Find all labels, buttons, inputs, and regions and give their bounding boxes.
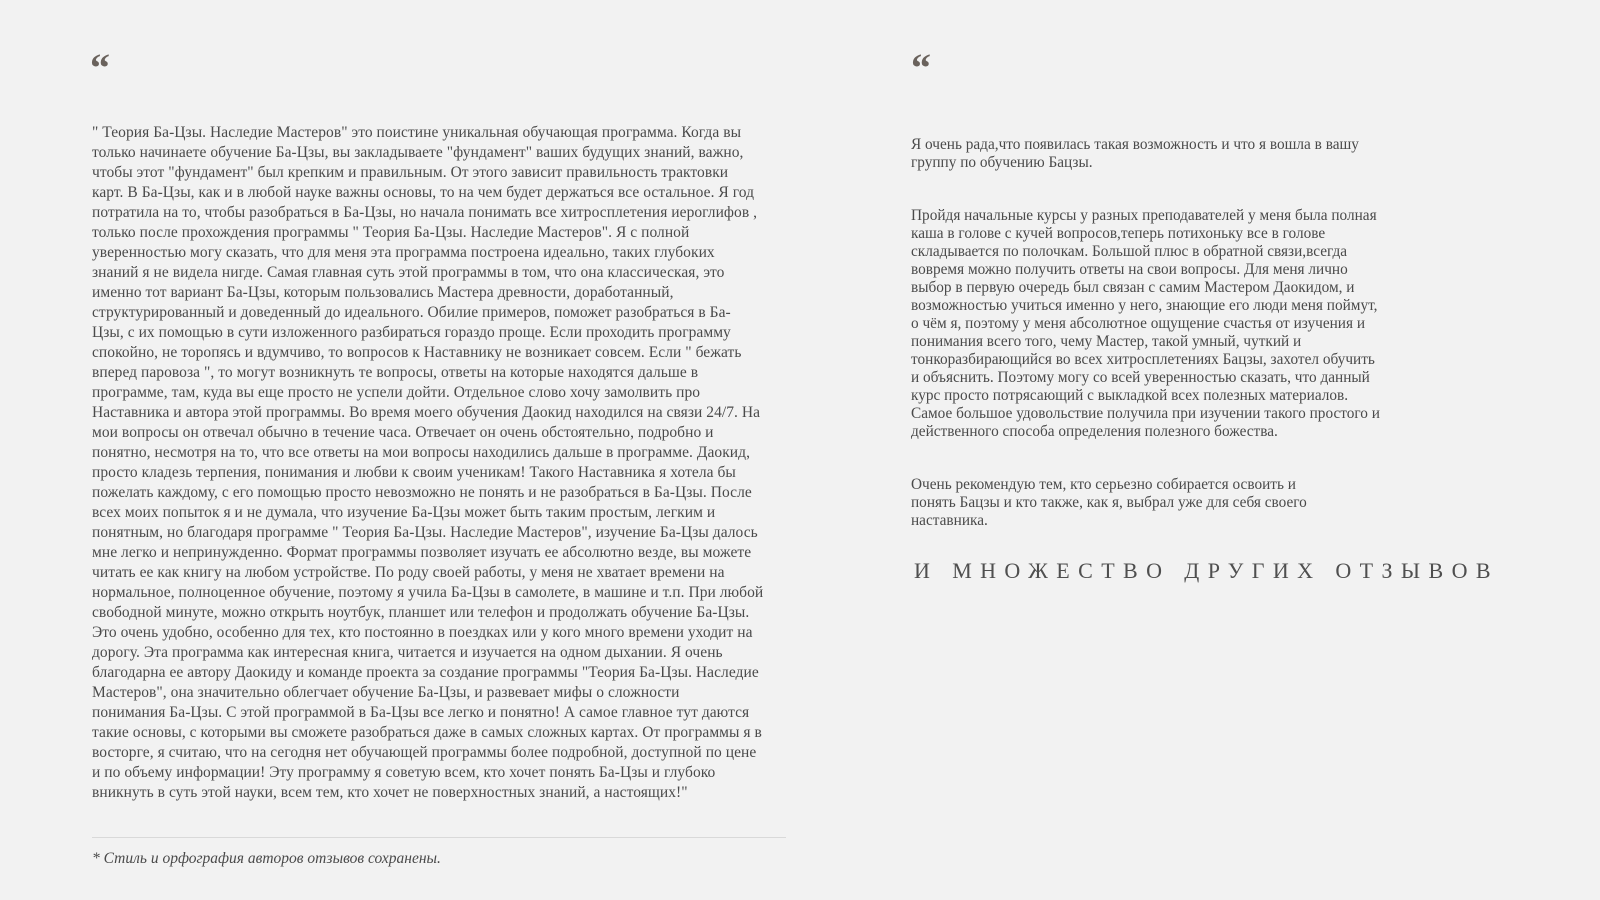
quote-icon: “ [911,45,931,90]
review-paragraph: " Теория Ба-Цзы. Наследие Мастеров" это поистине уникальная обучающая программа. Когда вы только начинаете обучение Ба-Цзы, вы закладываете "фундамент" ваших будущих знаний, важно, чтобы этот "фундамент" был крепким и правильным. От этого зависит правильность трактовки карт. В Ба-Цзы, как и в любой науке важны основы, то на чем будет держаться все остальное. Я год потратила на то, чтобы разобраться в Ба-Цзы, но начала понимать все хитросплетения иероглифов , только после прохождения программы " Теория Ба-Цзы. Наследие Мастеров". Я с полной уверенностью могу сказать, что для меня эта программа построена идеально, таких глубоких знаний я не видела нигде. Самая главная суть этой программы в том, что она классическая, это именно тот вариант Ба-Цзы, которым пользовались Мастера древности, доработанный, структурированный и доведенный до идеального. Обилие примеров, поможет разобраться в Ба- Цзы, с их помощью в сути изложенного разбираться гораздо проще. Если проходить программу спокойно, не торопясь и вдумчиво, то вопросов к Наставнику не возникает совсем. Если " бежать вперед паровоза ", то могут возникнуть те вопросы, ответы на которые находятся дальше в программе, там, куда вы еще просто не успели дойти. Отдельное слово хочу замолвить про Наставника и автора этой программы. Во время моего обучения Даокид находился на связи 24/7. На мои вопросы он отвечал обычно в течение часа. Отвечает он очень обстоятельно, подробно и понятно, несмотря на то, что все ответы на мои вопросы находились дальше в программе. Даокид, просто кладезь терпения, понимания и любви к своим ученикам! Такого Наставника я хотела бы пожелать каждому, с его помощью просто невозможно не понять и не разобраться в Ба-Цзы. После всех моих попыток я и не думала, что изучение Ба-Цзы может быть таким простым, легким и понятным, но благодаря программе " Теория Ба-Цзы. Наследие Мастеров", изучение Ба-Цзы далось мне легко и непринужденно. Формат программы позволяет изучать ее абсолютно везде, вы можете читать ее как книгу на любом устройстве. По роду своей работы, у меня не хватает времени на нормальное, полноценное обучение, поэтому я учила Ба-Цзы в самолете, в машине и т.п. При любой свободной минуте, можно открыть ноутбук, планшет или телефон и продолжать обучение Ба-Цзы. Это очень удобно, особенно для тех, кто постоянно в поездках или у кого много времени уходит на дорогу. Эта программа как интересная книга, читается и изучается на одном дыхании. Я очень благодарна ее автору Даокиду и команде проекта за создание программы "Теория Ба-Цзы. Наследие Мастеров", она значительно облегчает обучение Ба-Цзы, и развевает мифы о сложности понимания Ба-Цзы. С этой программой в Ба-Цзы все легко и понятно! А самое главное тут даются такие основы, с которыми вы сможете разобраться даже в самых сложных картах. От программы я в восторге, я считаю, что на сегодня нет обучающей программы более подробной, доступной по цене и по объему информации! Эту программу я советую всем, кто хочет понять Ба-Цзы и глубоко вникнуть в суть этой науки, всем тем, кто хочет не поверхностных знаний, а настоящих!" [92,124,764,801]
review-paragraph: Я очень рада,что появилась такая возможность и что я вошла в вашу группу по обучению Бацзы. [911,136,1359,171]
review-paragraph: Очень рекомендую тем, кто серьезно собирается освоить и понять Бацзы и кто также, как я, выбрал уже для себя своего наставника. [911,476,1307,529]
review-right [911,118,1471,548]
footnote-divider [92,837,786,838]
review-paragraph: Пройдя начальные курсы у разных преподавателей у меня была полная каша в голове с кучей вопросов,теперь потихоньку все в голове складывается по полочкам. Большой плюс в обратной связи,всегда вовремя можно получить ответы на свои вопросы. Для меня лично выбор в первую очередь был связан с самим Мастером Даокидом, и возможностью учиться именно у него, знающие его люди меня поймут, о чём я, поэтому у меня абсолютное ощущение счастья от изучения и понимания всего того, чему Мастер, такой умный, чуткий и тонкоразбирающийся во всех хитросплетениях Бацзы, захотел обучить и объяснить. Поэтому могу со всей уверенностью сказать, что данный курс просто потрясающий с выкладкой всех полезных материалов. Самое большое удовольствие получила при изучении такого простого и действенного способа определения полезного божества. [911,207,1380,440]
footnote: * Стиль и орфография авторов отзывов сохранены. [92,850,441,867]
quote-icon: “ [90,45,110,90]
review-left [92,103,852,823]
more-reviews-heading: И МНОЖЕСТВО ДРУГИХ ОТЗЫВОВ [914,558,1499,583]
